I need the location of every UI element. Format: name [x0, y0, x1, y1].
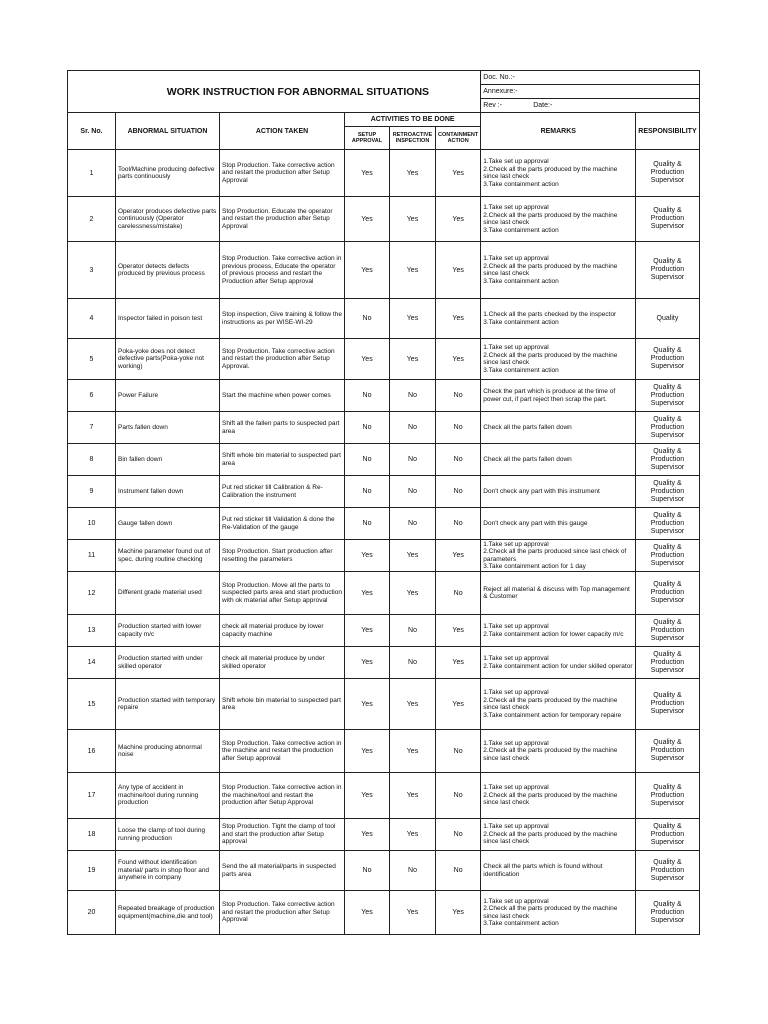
responsibility-cell	[636, 647, 699, 679]
abnormal-situation-cell: Bin fallen down	[116, 444, 220, 476]
action-taken-cell: Stop Production. Take corrective action in previous process, Educate the operator of previous process and restart the Production after Setup approval	[220, 242, 345, 299]
responsibility-line: Production	[650, 169, 685, 176]
responsibility-line: Quality &	[653, 900, 682, 908]
sr-no-cell: 19	[68, 851, 116, 891]
responsibility-line: Production	[650, 626, 685, 634]
setup-approval-cell: Yes	[345, 891, 390, 935]
rev-field: Rev :-	[483, 102, 502, 109]
action-taken-cell: Put red sticker till Validation & done the Re-Validation of the gauge	[220, 508, 345, 540]
responsibility-line: Quality &	[653, 207, 682, 214]
responsibility-line: Production	[650, 391, 685, 399]
setup-approval-cell: Yes	[345, 730, 390, 773]
sr-no-cell: 18	[68, 819, 116, 851]
remarks-line: Check all the parts fallen down	[483, 423, 572, 431]
annexure-field: Annexure:-	[481, 85, 699, 99]
setup-approval-cell: Yes	[345, 679, 390, 730]
containment-action-cell: No	[436, 819, 481, 851]
header-setup-approval: SETUP APPROVAL	[345, 127, 390, 150]
responsibility-line: Quality &	[653, 858, 682, 866]
abnormal-situation-cell: Poka-yoke does not detect defective parts(Poka-yoke not working)	[116, 339, 220, 380]
table-row	[68, 197, 700, 242]
containment-action-cell: Yes	[436, 615, 481, 647]
retroactive-inspection-cell: Yes	[390, 773, 436, 819]
table-row	[68, 891, 700, 935]
responsibility-line: Supervisor	[650, 916, 685, 924]
remarks-line: 1.Take set up approval	[483, 204, 549, 211]
setup-approval-cell: Yes	[345, 242, 390, 299]
work-instruction-sheet	[67, 70, 700, 935]
retroactive-inspection-cell: No	[390, 851, 436, 891]
setup-approval-cell: Yes	[345, 647, 390, 679]
remarks-line: 1.Take set up approval	[483, 623, 549, 630]
abnormal-situation-cell: Gauge fallen down	[116, 508, 220, 540]
responsibility-line: Supervisor	[650, 799, 685, 807]
responsibility-line: Production	[650, 266, 685, 273]
abnormal-situation-cell: Operator detects defects produced by previous process	[116, 242, 220, 299]
abnormal-situation-cell: Production started with temporary repaire	[116, 679, 220, 730]
sr-no-cell: 6	[68, 380, 116, 412]
responsibility-line: Supervisor	[650, 495, 685, 503]
abnormal-situation-cell: Machine producing abnormal noise	[116, 730, 220, 773]
remarks-cell	[481, 540, 636, 572]
responsibility-line: Quality	[656, 314, 679, 322]
sr-no-cell: 13	[68, 615, 116, 647]
setup-approval-cell: Yes	[345, 540, 390, 572]
action-taken-cell: Shift all the fallen parts to suspected part area	[220, 412, 345, 444]
setup-approval-cell: No	[345, 380, 390, 412]
responsibility-line: Quality &	[653, 783, 682, 791]
table-row	[68, 572, 700, 615]
action-taken-cell: Shift whole bin material to suspected part area	[220, 444, 345, 476]
retroactive-inspection-cell: Yes	[390, 540, 436, 572]
remarks-cell	[481, 444, 636, 476]
remarks-cell	[481, 851, 636, 891]
action-taken-cell: Stop Production. Tight the clamp of tool and start the production after Setup approval	[220, 819, 345, 851]
responsibility-line: Supervisor	[650, 399, 685, 407]
containment-action-cell: No	[436, 730, 481, 773]
containment-action-cell: No	[436, 444, 481, 476]
setup-approval-cell: Yes	[345, 339, 390, 380]
table-row	[68, 150, 700, 197]
sr-no-cell: 11	[68, 540, 116, 572]
sr-no-cell: 5	[68, 339, 116, 380]
sr-no-cell: 17	[68, 773, 116, 819]
abnormal-situation-cell: Machine parameter found out of spec. during routine checking	[116, 540, 220, 572]
responsibility-cell	[636, 412, 699, 444]
remarks-cell	[481, 476, 636, 508]
action-taken-cell: check all material produce by lower capacity machine	[220, 615, 345, 647]
containment-action-cell: Yes	[436, 242, 481, 299]
containment-action-cell: No	[436, 476, 481, 508]
responsibility-line: Supervisor	[650, 559, 685, 567]
remarks-line: 1.Take set up approval	[483, 689, 549, 696]
retroactive-inspection-cell: No	[390, 476, 436, 508]
table-row	[68, 730, 700, 773]
setup-approval-cell: No	[345, 508, 390, 540]
remarks-cell	[481, 647, 636, 679]
remarks-cell	[481, 615, 636, 647]
responsibility-cell	[636, 851, 699, 891]
responsibility-line: Supervisor	[650, 838, 685, 846]
abnormal-situation-cell: Operator produces defective parts continuously (Operator carelessness/mistake)	[116, 197, 220, 242]
header-activities: ACTIVITIES TO BE DONE	[345, 113, 481, 127]
responsibility-line: Supervisor	[650, 223, 685, 230]
action-taken-cell: Stop Production. Educate the operator and restart the production after Setup Approval	[220, 197, 345, 242]
sr-no-cell: 9	[68, 476, 116, 508]
responsibility-line: Production	[650, 830, 685, 838]
responsibility-line: Production	[650, 589, 685, 596]
remarks-line: 1.Take set up approval	[483, 158, 549, 165]
setup-approval-cell: Yes	[345, 197, 390, 242]
sr-no-cell: 3	[68, 242, 116, 299]
table-row	[68, 339, 700, 380]
table-row	[68, 540, 700, 572]
responsibility-line: Production	[650, 700, 685, 707]
retroactive-inspection-cell: No	[390, 412, 436, 444]
responsibility-line: Production	[650, 658, 685, 666]
setup-approval-cell: No	[345, 412, 390, 444]
retroactive-inspection-cell: Yes	[390, 819, 436, 851]
responsibility-line: Production	[650, 455, 685, 463]
remarks-line: Don't check any part with this instrument	[483, 487, 600, 495]
responsibility-cell	[636, 730, 699, 773]
retroactive-inspection-cell: No	[390, 508, 436, 540]
action-taken-cell: Shift whole bin material to suspected part area	[220, 679, 345, 730]
sr-no-cell: 2	[68, 197, 116, 242]
retroactive-inspection-cell: Yes	[390, 242, 436, 299]
action-taken-cell: Stop Production. Take corrective action in the machine and restart the production after Setup approval	[220, 730, 345, 773]
abnormal-situation-cell: Power Failure	[116, 380, 220, 412]
remarks-cell	[481, 773, 636, 819]
responsibility-line: Quality &	[653, 415, 682, 423]
table-row	[68, 851, 700, 891]
responsibility-line: Quality &	[653, 650, 682, 658]
containment-action-cell: No	[436, 851, 481, 891]
remarks-line: Check the part which is produce at the time of power cut, if part reject then scrap the part.	[483, 388, 616, 403]
sr-no-cell: 14	[68, 647, 116, 679]
abnormal-situation-cell: Loose the clamp of tool during running production	[116, 819, 220, 851]
table-row	[68, 380, 700, 412]
sr-no-cell: 4	[68, 299, 116, 339]
remarks-line: 1.Take set up approval	[483, 344, 549, 351]
remarks-line: 2.Check all the parts produced by the machine since last check	[483, 262, 618, 277]
retroactive-inspection-cell: No	[390, 444, 436, 476]
document-title: WORK INSTRUCTION FOR ABNORMAL SITUATIONS	[116, 71, 481, 113]
retroactive-inspection-cell: Yes	[390, 891, 436, 935]
remarks-cell	[481, 819, 636, 851]
table-row	[68, 615, 700, 647]
remarks-line: 1.Take set up approval	[483, 655, 549, 662]
setup-approval-cell: Yes	[345, 819, 390, 851]
containment-action-cell: No	[436, 572, 481, 615]
responsibility-line: Quality &	[653, 479, 682, 487]
header-responsibility: RESPONSIBILITY	[636, 113, 699, 150]
containment-action-cell: No	[436, 380, 481, 412]
responsibility-line: Supervisor	[650, 666, 685, 674]
responsibility-line: Supervisor	[650, 755, 685, 762]
responsibility-cell	[636, 339, 699, 380]
containment-action-cell: Yes	[436, 339, 481, 380]
responsibility-line: Production	[650, 747, 685, 754]
responsibility-line: Production	[650, 487, 685, 495]
remarks-line: 3.Take containment action	[483, 226, 559, 234]
responsibility-cell	[636, 679, 699, 730]
responsibility-cell	[636, 572, 699, 615]
remarks-line: 3.Take containment action	[483, 920, 559, 927]
responsibility-cell	[636, 476, 699, 508]
remarks-cell	[481, 679, 636, 730]
setup-approval-cell: Yes	[345, 572, 390, 615]
responsibility-cell	[636, 242, 699, 299]
table-row	[68, 508, 700, 540]
responsibility-line: Supervisor	[650, 431, 685, 439]
doc-no-field: Doc. No.:-	[481, 71, 699, 85]
abnormal-situation-cell: Parts fallen down	[116, 412, 220, 444]
responsibility-line: Quality &	[653, 347, 682, 354]
responsibility-cell	[636, 508, 699, 540]
remarks-line: 2.Check all the parts produced by the machine since last check	[483, 165, 618, 180]
work-instruction-table	[67, 70, 700, 935]
responsibility-line: Quality &	[653, 383, 682, 391]
setup-approval-cell: No	[345, 299, 390, 339]
remarks-cell	[481, 380, 636, 412]
action-taken-cell: Stop Production. Move all the parts to suspected parts area and start production with ok material after Setup approval	[220, 572, 345, 615]
remarks-cell	[481, 891, 636, 935]
responsibility-cell	[636, 380, 699, 412]
retroactive-inspection-cell: No	[390, 615, 436, 647]
remarks-line: 2.Take containment action for lower capacity m/c	[483, 630, 624, 638]
header-abnormal-situation: ABNORMAL SITUATION	[116, 113, 220, 150]
responsibility-line: Production	[650, 551, 685, 559]
remarks-cell	[481, 412, 636, 444]
responsibility-line: Quality &	[653, 581, 682, 588]
remarks-cell	[481, 339, 636, 380]
remarks-cell	[481, 242, 636, 299]
abnormal-situation-cell: Tool/Machine producing defective parts continuously	[116, 150, 220, 197]
responsibility-line: Quality &	[653, 822, 682, 830]
setup-approval-cell: No	[345, 444, 390, 476]
header-remarks: REMARKS	[481, 113, 636, 150]
remarks-line: Don't check any part with this gauge	[483, 519, 588, 527]
table-row	[68, 412, 700, 444]
action-taken-cell: check all material produce by under skilled operator	[220, 647, 345, 679]
retroactive-inspection-cell: Yes	[390, 572, 436, 615]
table-row	[68, 476, 700, 508]
remarks-line: 2.Check all the parts produced by the machine since last check	[483, 905, 618, 920]
containment-action-cell: No	[436, 773, 481, 819]
remarks-line: Check all the parts which is found without identification	[483, 863, 603, 878]
action-taken-cell: Stop inspection, Give training & follow the instructions as per WISE-WI-29	[220, 299, 345, 339]
remarks-cell	[481, 299, 636, 339]
setup-approval-cell: No	[345, 476, 390, 508]
sr-no-cell: 8	[68, 444, 116, 476]
containment-action-cell: Yes	[436, 150, 481, 197]
responsibility-line: Quality &	[653, 258, 682, 265]
action-taken-cell: Stop Production. Take corrective action in the machine/tool and restart the production after Setup Approval	[220, 773, 345, 819]
action-taken-cell: Start the machine when power comes	[220, 380, 345, 412]
responsibility-line: Supervisor	[650, 177, 685, 184]
responsibility-line: Production	[650, 866, 685, 874]
containment-action-cell: Yes	[436, 891, 481, 935]
abnormal-situation-cell: Production started with lower capacity m/c	[116, 615, 220, 647]
setup-approval-cell: Yes	[345, 150, 390, 197]
setup-approval-cell: Yes	[345, 615, 390, 647]
remarks-line: 2.Check all the parts produced since last check of parameters	[483, 548, 627, 563]
remarks-line: 3.Take containment action	[483, 318, 559, 326]
sr-no-cell: 1	[68, 150, 116, 197]
remarks-line: 3.Take containment action	[483, 277, 559, 285]
abnormal-situation-cell: Production started with under skilled operator	[116, 647, 220, 679]
remarks-line: 1.Take set up approval	[483, 540, 549, 548]
action-taken-cell: Stop Production. Take corrective action and restart the production after Setup Approval	[220, 891, 345, 935]
responsibility-line: Supervisor	[650, 708, 685, 715]
remarks-line: 1.Check all the parts checked by the inspector	[483, 311, 617, 318]
containment-action-cell: Yes	[436, 197, 481, 242]
responsibility-cell	[636, 615, 699, 647]
responsibility-line: Quality &	[653, 447, 682, 455]
remarks-cell	[481, 150, 636, 197]
remarks-line: 2.Check all the parts produced by the machine since last check	[483, 747, 618, 762]
responsibility-line: Supervisor	[650, 274, 685, 281]
remarks-line: 2.Check all the parts produced by the machine since last check	[483, 351, 618, 366]
responsibility-line: Production	[650, 215, 685, 222]
sr-no-cell: 20	[68, 891, 116, 935]
retroactive-inspection-cell: No	[390, 380, 436, 412]
retroactive-inspection-cell: Yes	[390, 730, 436, 773]
containment-action-cell: Yes	[436, 679, 481, 730]
remarks-cell	[481, 572, 636, 615]
remarks-line: 2.Check all the parts produced by the machine since last check	[483, 211, 618, 226]
responsibility-cell	[636, 891, 699, 935]
sr-no-cell: 15	[68, 679, 116, 730]
responsibility-line: Production	[650, 519, 685, 527]
sr-no-cell: 7	[68, 412, 116, 444]
sr-no-cell: 12	[68, 572, 116, 615]
remarks-line: 1.Take set up approval	[483, 784, 549, 792]
remarks-line: Check all the parts fallen down	[483, 455, 572, 463]
abnormal-situation-cell: Inspector failed in poison test	[116, 299, 220, 339]
remarks-line: 1.Take set up approval	[483, 739, 549, 747]
abnormal-situation-cell: Instrument fallen down	[116, 476, 220, 508]
remarks-cell	[481, 730, 636, 773]
responsibility-cell	[636, 150, 699, 197]
action-taken-cell: Send the all material/parts in suspected parts area	[220, 851, 345, 891]
responsibility-cell	[636, 540, 699, 572]
table-row	[68, 299, 700, 339]
retroactive-inspection-cell: Yes	[390, 197, 436, 242]
responsibility-line: Supervisor	[650, 527, 685, 535]
remarks-line: 2.Take containment action for under skilled operator	[483, 662, 633, 670]
sr-no-cell: 10	[68, 508, 116, 540]
responsibility-line: Supervisor	[650, 874, 685, 882]
remarks-line: 1.Take set up approval	[483, 255, 549, 262]
action-taken-cell: Stop Production. Take corrective action and restart the production after Setup Approval	[220, 150, 345, 197]
action-taken-cell: Put red sticker till Calibration & Re-Calibration the instrument	[220, 476, 345, 508]
responsibility-line: Production	[650, 355, 685, 362]
containment-action-cell: No	[436, 412, 481, 444]
responsibility-cell	[636, 773, 699, 819]
remarks-line: Reject all material & discuss with Top management & Customer	[483, 585, 630, 600]
responsibility-cell	[636, 819, 699, 851]
abnormal-situation-cell: Any type of accident in machine/tool during running production	[116, 773, 220, 819]
header-retroactive-inspection: RETROACTIVE INSPECTION	[390, 127, 436, 150]
table-row	[68, 819, 700, 851]
responsibility-line: Quality &	[653, 739, 682, 746]
retroactive-inspection-cell: Yes	[390, 150, 436, 197]
remarks-cell	[481, 197, 636, 242]
responsibility-line: Quality &	[653, 161, 682, 168]
table-row	[68, 444, 700, 476]
responsibility-line: Production	[650, 791, 685, 799]
remarks-line: 3.Take containment action for 1 day	[483, 563, 586, 570]
table-row	[68, 242, 700, 299]
responsibility-line: Production	[650, 908, 685, 916]
retroactive-inspection-cell: Yes	[390, 299, 436, 339]
setup-approval-cell: No	[345, 851, 390, 891]
retroactive-inspection-cell: Yes	[390, 679, 436, 730]
rev-date-field	[481, 99, 699, 113]
responsibility-line: Quality &	[653, 543, 682, 551]
responsibility-cell	[636, 197, 699, 242]
date-field: Date:-	[533, 102, 553, 109]
responsibility-cell	[636, 299, 699, 339]
retroactive-inspection-cell: No	[390, 647, 436, 679]
title-spacer	[68, 71, 116, 113]
containment-action-cell: Yes	[436, 647, 481, 679]
abnormal-situation-cell: Different grade material used	[116, 572, 220, 615]
remarks-line: 3.Take containment action for temporary repaire	[483, 711, 622, 719]
retroactive-inspection-cell: Yes	[390, 339, 436, 380]
remarks-line: 1.Take set up approval	[483, 823, 549, 831]
remarks-line: 3.Take containment action	[483, 366, 559, 374]
responsibility-cell	[636, 444, 699, 476]
responsibility-line: Supervisor	[650, 634, 685, 642]
abnormal-situation-cell: Repeated breakage of production equipment(machine,die and tool)	[116, 891, 220, 935]
responsibility-line: Quality &	[653, 618, 682, 626]
remarks-line: 2.Check all the parts produced by the machine since last check	[483, 830, 618, 846]
responsibility-line: Production	[650, 423, 685, 431]
action-taken-cell: Stop Production. Start production after resetting the parameters	[220, 540, 345, 572]
table-row	[68, 679, 700, 730]
sr-no-cell: 16	[68, 730, 116, 773]
header-containment-action: CONTAINMENT ACTION	[436, 127, 481, 150]
remarks-line: 3.Take containment action	[483, 180, 559, 188]
header-action-taken: ACTION TAKEN	[220, 113, 345, 150]
responsibility-line: Quality &	[653, 692, 682, 699]
remarks-line: 2.Check all the parts produced by the machine since last check	[483, 696, 618, 711]
setup-approval-cell: Yes	[345, 773, 390, 819]
responsibility-line: Supervisor	[650, 597, 685, 604]
containment-action-cell: Yes	[436, 540, 481, 572]
responsibility-line: Quality &	[653, 511, 682, 519]
abnormal-situation-cell: Found without identification material/ parts in shop floor and anywhere in company	[116, 851, 220, 891]
responsibility-line: Supervisor	[650, 463, 685, 471]
remarks-cell	[481, 508, 636, 540]
table-row	[68, 647, 700, 679]
containment-action-cell: Yes	[436, 299, 481, 339]
remarks-line: 2.Check all the parts produced by the machine since last check	[483, 791, 618, 807]
table-row	[68, 773, 700, 819]
containment-action-cell: No	[436, 508, 481, 540]
responsibility-line: Supervisor	[650, 363, 685, 370]
action-taken-cell: Stop Production. Take corrective action and restart the production after Setup Approval.	[220, 339, 345, 380]
header-sr-no: Sr. No.	[68, 113, 116, 150]
remarks-line: 1.Take set up approval	[483, 897, 549, 905]
